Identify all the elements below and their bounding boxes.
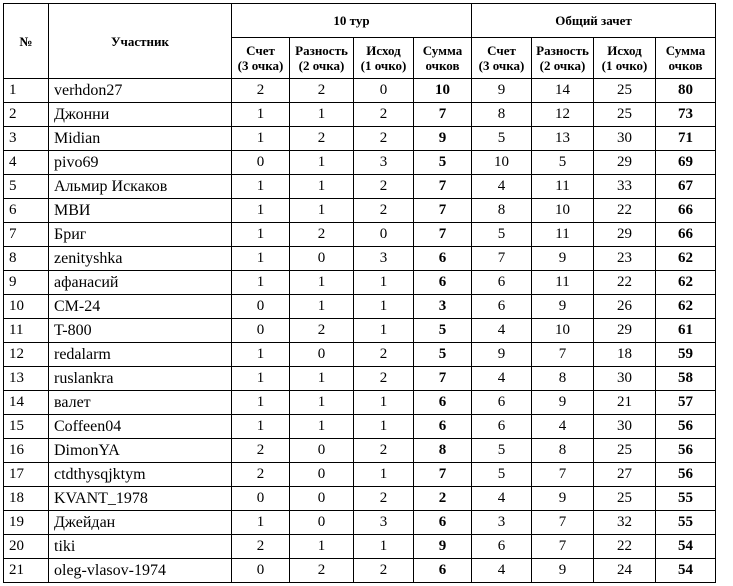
round-sum-cell: 8 [414, 439, 472, 463]
total-outcome-cell: 26 [594, 295, 656, 319]
total-outcome-cell: 29 [594, 151, 656, 175]
table-row [4, 487, 716, 511]
total-sum-cell: 56 [656, 463, 716, 487]
total-sum-cell: 55 [656, 511, 716, 535]
round-diff-cell: 1 [290, 391, 354, 415]
round-score-cell: 1 [232, 343, 290, 367]
total-sum-cell: 73 [656, 103, 716, 127]
total-score-cell: 7 [472, 247, 532, 271]
round-sum-cell: 9 [414, 127, 472, 151]
round-outcome-cell: 2 [354, 103, 414, 127]
total-sum-cell: 62 [656, 247, 716, 271]
total-diff-cell: 13 [532, 127, 594, 151]
round-header-score-line: Счет [246, 43, 275, 58]
round-diff-cell: 1 [290, 367, 354, 391]
total-score-cell: 4 [472, 367, 532, 391]
participant-name: Джейдан [49, 511, 232, 535]
round-header-diff-line: (2 очка) [298, 58, 345, 73]
round-sum-cell: 10 [414, 79, 472, 103]
table-row [4, 271, 716, 295]
round-header-diff-line: Разность [295, 43, 348, 58]
row-number: 12 [4, 343, 49, 367]
table-row [4, 367, 716, 391]
total-score-cell: 6 [472, 295, 532, 319]
total-sum-cell: 57 [656, 391, 716, 415]
total-score-cell: 9 [472, 79, 532, 103]
total-score-cell: 9 [472, 343, 532, 367]
row-number: 5 [4, 175, 49, 199]
round-score-cell: 0 [232, 487, 290, 511]
round-sum-cell: 9 [414, 535, 472, 559]
total-diff-cell: 10 [532, 319, 594, 343]
total-outcome-cell: 32 [594, 511, 656, 535]
round-sum-cell: 5 [414, 343, 472, 367]
round-score-cell: 1 [232, 271, 290, 295]
total-diff-cell: 7 [532, 343, 594, 367]
round-outcome-cell: 0 [354, 79, 414, 103]
total-score-cell: 4 [472, 319, 532, 343]
total-header-sum-line: Сумма [665, 43, 706, 58]
round-outcome-cell: 2 [354, 367, 414, 391]
row-number: 15 [4, 415, 49, 439]
round-diff-cell: 1 [290, 415, 354, 439]
round-sum-cell: 7 [414, 199, 472, 223]
total-header-diff-line: (2 очка) [539, 58, 586, 73]
round-header-outcome-line: (1 очко) [360, 58, 407, 73]
row-number: 21 [4, 559, 49, 583]
total-outcome-cell: 27 [594, 463, 656, 487]
total-diff-cell: 9 [532, 559, 594, 583]
round-diff-cell: 1 [290, 295, 354, 319]
total-score-cell: 6 [472, 271, 532, 295]
participant-name: KVANT_1978 [49, 487, 232, 511]
row-number: 13 [4, 367, 49, 391]
total-diff-cell: 9 [532, 295, 594, 319]
total-diff-cell: 12 [532, 103, 594, 127]
total-outcome-cell: 23 [594, 247, 656, 271]
row-number: 11 [4, 319, 49, 343]
round-sum-cell: 2 [414, 487, 472, 511]
table-row [4, 463, 716, 487]
total-diff-cell: 8 [532, 367, 594, 391]
round-diff-cell: 2 [290, 127, 354, 151]
total-outcome-cell: 21 [594, 391, 656, 415]
total-sum-cell: 54 [656, 535, 716, 559]
header-participant: Участник [49, 4, 232, 79]
round-outcome-cell: 1 [354, 415, 414, 439]
total-score-cell: 6 [472, 535, 532, 559]
table-row [4, 343, 716, 367]
table-row [4, 295, 716, 319]
total-score-cell: 4 [472, 175, 532, 199]
round-score-cell: 1 [232, 223, 290, 247]
total-diff-cell: 11 [532, 223, 594, 247]
round-score-cell: 2 [232, 439, 290, 463]
participant-name: Coffeen04 [49, 415, 232, 439]
row-number: 10 [4, 295, 49, 319]
total-outcome-cell: 22 [594, 271, 656, 295]
total-header-outcome-line: Исход [607, 43, 642, 58]
total-score-cell: 8 [472, 199, 532, 223]
round-score-cell: 1 [232, 127, 290, 151]
total-score-cell: 6 [472, 415, 532, 439]
row-number: 6 [4, 199, 49, 223]
total-header-outcome-line: (1 очко) [601, 58, 648, 73]
total-score-cell: 5 [472, 439, 532, 463]
participant-name: Midian [49, 127, 232, 151]
round-diff-cell: 1 [290, 199, 354, 223]
total-sum-cell: 59 [656, 343, 716, 367]
total-outcome-cell: 18 [594, 343, 656, 367]
total-score-cell: 5 [472, 127, 532, 151]
total-header-diff-line: Разность [536, 43, 589, 58]
standings-table [3, 3, 716, 583]
participant-name: ruslankra [49, 367, 232, 391]
row-number: 18 [4, 487, 49, 511]
total-sum-cell: 62 [656, 295, 716, 319]
participant-name: Джонни [49, 103, 232, 127]
standings-body [4, 79, 716, 583]
round-diff-cell: 0 [290, 511, 354, 535]
round-score-cell: 0 [232, 319, 290, 343]
round-outcome-cell: 2 [354, 439, 414, 463]
participant-name: T-800 [49, 319, 232, 343]
round-diff-cell: 1 [290, 271, 354, 295]
table-row [4, 151, 716, 175]
round-diff-cell: 0 [290, 247, 354, 271]
row-number: 19 [4, 511, 49, 535]
total-diff-cell: 9 [532, 247, 594, 271]
participant-name: oleg-vlasov-1974 [49, 559, 232, 583]
round-score-cell: 1 [232, 247, 290, 271]
total-diff-cell: 14 [532, 79, 594, 103]
round-outcome-cell: 1 [354, 391, 414, 415]
round-diff-cell: 1 [290, 175, 354, 199]
round-outcome-cell: 1 [354, 463, 414, 487]
round-diff-cell: 2 [290, 223, 354, 247]
round-sum-cell: 5 [414, 151, 472, 175]
round-score-cell: 1 [232, 199, 290, 223]
table-row [4, 511, 716, 535]
row-number: 2 [4, 103, 49, 127]
row-number: 16 [4, 439, 49, 463]
total-score-cell: 4 [472, 559, 532, 583]
round-sum-cell: 6 [414, 415, 472, 439]
round-score-cell: 1 [232, 391, 290, 415]
participant-name: pivo69 [49, 151, 232, 175]
total-sum-cell: 80 [656, 79, 716, 103]
round-diff-cell: 2 [290, 79, 354, 103]
table-row [4, 319, 716, 343]
total-score-cell: 4 [472, 487, 532, 511]
round-outcome-cell: 0 [354, 223, 414, 247]
row-number: 9 [4, 271, 49, 295]
total-diff-cell: 11 [532, 175, 594, 199]
round-header-outcome [354, 38, 414, 79]
participant-name: валет [49, 391, 232, 415]
round-header-score-line: (3 очка) [237, 58, 284, 73]
total-sum-cell: 67 [656, 175, 716, 199]
round-header-score [232, 38, 290, 79]
round-diff-cell: 0 [290, 439, 354, 463]
round-outcome-cell: 3 [354, 511, 414, 535]
total-score-cell: 3 [472, 511, 532, 535]
total-outcome-cell: 30 [594, 127, 656, 151]
total-header-score-line: Счет [487, 43, 516, 58]
round-sum-cell: 6 [414, 271, 472, 295]
round-sum-cell: 5 [414, 319, 472, 343]
total-sum-cell: 54 [656, 559, 716, 583]
round-outcome-cell: 1 [354, 295, 414, 319]
table-row [4, 79, 716, 103]
total-sum-cell: 56 [656, 415, 716, 439]
round-sum-cell: 3 [414, 295, 472, 319]
row-number: 7 [4, 223, 49, 247]
round-score-cell: 2 [232, 463, 290, 487]
round-diff-cell: 1 [290, 103, 354, 127]
total-header-outcome [594, 38, 656, 79]
participant-name: DimonYA [49, 439, 232, 463]
round-score-cell: 2 [232, 79, 290, 103]
table-row [4, 247, 716, 271]
total-diff-cell: 10 [532, 199, 594, 223]
participant-name: verhdon27 [49, 79, 232, 103]
round-sum-cell: 6 [414, 511, 472, 535]
total-sum-cell: 66 [656, 223, 716, 247]
total-outcome-cell: 30 [594, 367, 656, 391]
total-diff-cell: 9 [532, 391, 594, 415]
round-score-cell: 0 [232, 559, 290, 583]
table-row [4, 175, 716, 199]
header-total-group: Общий зачет [472, 4, 716, 38]
total-outcome-cell: 30 [594, 415, 656, 439]
participant-name: tiki [49, 535, 232, 559]
round-score-cell: 2 [232, 535, 290, 559]
round-diff-cell: 0 [290, 463, 354, 487]
round-sum-cell: 7 [414, 463, 472, 487]
participant-name: zenityshka [49, 247, 232, 271]
round-diff-cell: 0 [290, 487, 354, 511]
round-sum-cell: 6 [414, 559, 472, 583]
round-header-outcome-line: Исход [366, 43, 401, 58]
total-diff-cell: 9 [532, 487, 594, 511]
round-sum-cell: 6 [414, 391, 472, 415]
round-sum-cell: 7 [414, 175, 472, 199]
round-outcome-cell: 2 [354, 559, 414, 583]
total-sum-cell: 69 [656, 151, 716, 175]
participant-name: МВИ [49, 199, 232, 223]
round-header-sum-line: Сумма [422, 43, 463, 58]
total-score-cell: 5 [472, 463, 532, 487]
round-score-cell: 1 [232, 175, 290, 199]
total-diff-cell: 5 [532, 151, 594, 175]
total-header-sum-line: очков [668, 58, 703, 73]
total-score-cell: 8 [472, 103, 532, 127]
round-outcome-cell: 2 [354, 487, 414, 511]
total-diff-cell: 7 [532, 463, 594, 487]
round-score-cell: 0 [232, 151, 290, 175]
row-number: 14 [4, 391, 49, 415]
round-score-cell: 1 [232, 367, 290, 391]
round-outcome-cell: 2 [354, 175, 414, 199]
total-diff-cell: 4 [532, 415, 594, 439]
round-outcome-cell: 2 [354, 127, 414, 151]
total-sum-cell: 62 [656, 271, 716, 295]
round-score-cell: 1 [232, 103, 290, 127]
total-outcome-cell: 29 [594, 223, 656, 247]
total-sum-cell: 56 [656, 439, 716, 463]
total-sum-cell: 66 [656, 199, 716, 223]
total-outcome-cell: 25 [594, 103, 656, 127]
row-number: 8 [4, 247, 49, 271]
total-outcome-cell: 33 [594, 175, 656, 199]
participant-name: ctdthysqjktym [49, 463, 232, 487]
total-header-sum [656, 38, 716, 79]
round-outcome-cell: 1 [354, 535, 414, 559]
round-sum-cell: 7 [414, 103, 472, 127]
table-row [4, 103, 716, 127]
total-diff-cell: 8 [532, 439, 594, 463]
round-outcome-cell: 2 [354, 343, 414, 367]
total-outcome-cell: 25 [594, 487, 656, 511]
row-number: 3 [4, 127, 49, 151]
round-header-diff [290, 38, 354, 79]
table-row [4, 127, 716, 151]
round-outcome-cell: 3 [354, 247, 414, 271]
total-score-cell: 10 [472, 151, 532, 175]
round-diff-cell: 1 [290, 535, 354, 559]
round-outcome-cell: 2 [354, 199, 414, 223]
round-sum-cell: 6 [414, 247, 472, 271]
total-outcome-cell: 29 [594, 319, 656, 343]
total-header-score [472, 38, 532, 79]
total-outcome-cell: 24 [594, 559, 656, 583]
table-row [4, 223, 716, 247]
round-sum-cell: 7 [414, 223, 472, 247]
header-round-group: 10 тур [232, 4, 472, 38]
total-sum-cell: 58 [656, 367, 716, 391]
round-diff-cell: 1 [290, 151, 354, 175]
total-header-score-line: (3 очка) [478, 58, 525, 73]
round-diff-cell: 2 [290, 319, 354, 343]
total-score-cell: 6 [472, 391, 532, 415]
row-number: 20 [4, 535, 49, 559]
total-sum-cell: 61 [656, 319, 716, 343]
round-score-cell: 1 [232, 511, 290, 535]
row-number: 4 [4, 151, 49, 175]
table-row [4, 415, 716, 439]
table-row [4, 391, 716, 415]
round-header-sum-line: очков [425, 58, 460, 73]
round-diff-cell: 2 [290, 559, 354, 583]
row-number: 1 [4, 79, 49, 103]
round-score-cell: 0 [232, 295, 290, 319]
table-row [4, 199, 716, 223]
total-diff-cell: 11 [532, 271, 594, 295]
round-outcome-cell: 3 [354, 151, 414, 175]
total-sum-cell: 71 [656, 127, 716, 151]
total-score-cell: 5 [472, 223, 532, 247]
total-diff-cell: 7 [532, 535, 594, 559]
total-outcome-cell: 22 [594, 199, 656, 223]
round-diff-cell: 0 [290, 343, 354, 367]
round-score-cell: 1 [232, 415, 290, 439]
header-num: № [4, 4, 49, 79]
round-outcome-cell: 1 [354, 319, 414, 343]
total-sum-cell: 55 [656, 487, 716, 511]
table-row [4, 439, 716, 463]
participant-name: Бриг [49, 223, 232, 247]
total-outcome-cell: 25 [594, 439, 656, 463]
round-header-sum [414, 38, 472, 79]
round-outcome-cell: 1 [354, 271, 414, 295]
table-row [4, 559, 716, 583]
total-outcome-cell: 25 [594, 79, 656, 103]
participant-name: афанасий [49, 271, 232, 295]
participant-name: redalarm [49, 343, 232, 367]
round-sum-cell: 7 [414, 367, 472, 391]
table-row [4, 535, 716, 559]
total-outcome-cell: 22 [594, 535, 656, 559]
participant-name: Альмир Искаков [49, 175, 232, 199]
total-diff-cell: 7 [532, 511, 594, 535]
participant-name: CM-24 [49, 295, 232, 319]
row-number: 17 [4, 463, 49, 487]
total-header-diff [532, 38, 594, 79]
